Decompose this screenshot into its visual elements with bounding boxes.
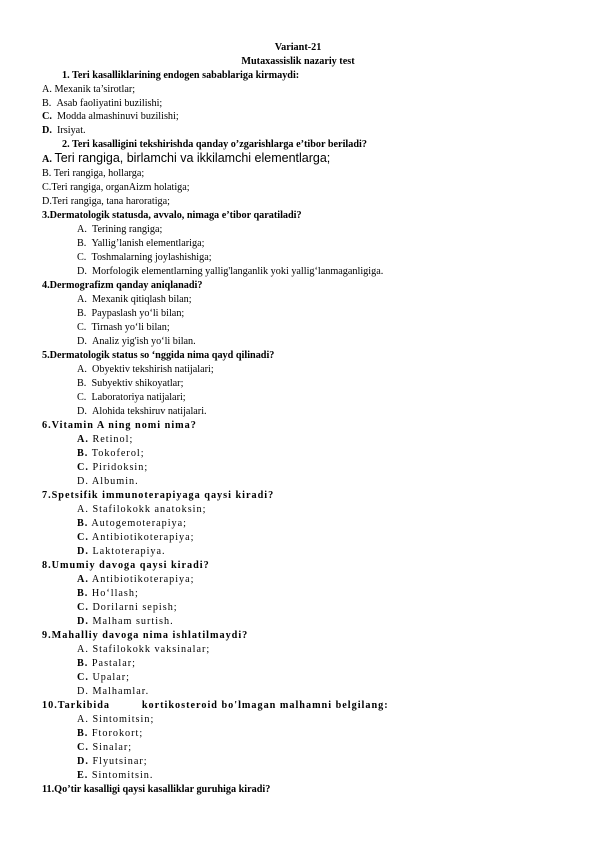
q7-option-a: A. Stafilokokk anatoksin; (77, 504, 207, 515)
q10-option-b: B. Ftorokort; (77, 728, 144, 739)
q8-option-a: A. Antibiotikoterapiya; (77, 574, 195, 585)
q2-option-d: D.Teri rangiga, tana haroratiga; (42, 196, 170, 207)
q4-option-d: D. Analiz yig'ish yo‘li bilan. (77, 336, 196, 347)
q6-option-b: B. Tokoferol; (77, 448, 145, 459)
question-2: 2. Teri kasalligini tekshirishda qanday o’zgarishlarga e’tibor beriladi? (62, 139, 367, 150)
test-subtitle: Mutaxassislik nazariy test (241, 56, 355, 67)
q3-option-b: B. Yallig’lanish elementlariga; (77, 238, 205, 249)
q3-option-c: C. Toshmalarning joylashishiga; (77, 252, 212, 263)
question-9: 9.Mahalliy davoga nima ishlatilmaydi? (42, 630, 249, 641)
question-5: 5.Dermatologik status so ‘nggida nima qayd qilinadi? (42, 350, 275, 361)
question-7: 7.Spetsifik immunoterapiyaga qaysi kiradi? (42, 490, 275, 501)
q9-option-d: D. Malhamlar. (77, 686, 150, 697)
q5-option-d: D. Alohida tekshiruv natijalari. (77, 406, 207, 417)
q7-option-b: B. Autogemoterapiya; (77, 518, 187, 529)
q8-option-b: B. Ho‘llash; (77, 588, 139, 599)
q10-option-d: D. Flyutsinar; (77, 756, 148, 767)
q9-option-c: C. Upalar; (77, 672, 131, 683)
q6-option-c: C. Piridoksin; (77, 462, 149, 473)
question-3: 3.Dermatologik statusda, avvalo, nimaga e’tibor qaratiladi? (42, 210, 302, 221)
q7-option-d: D. Laktoterapiya. (77, 546, 166, 557)
q2-option-b: B. Teri rangiga, hollarga; (42, 168, 145, 179)
q7-option-c: C. Antibiotikoterapiya; (77, 532, 195, 543)
question-4: 4.Dermografizm qanday aniqlanadi? (42, 280, 203, 291)
q9-option-a: A. Stafilokokk vaksinalar; (77, 644, 211, 655)
q4-option-a: A. Mexanik qitiqlash bilan; (77, 294, 192, 305)
q9-option-b: B. Pastalar; (77, 658, 136, 669)
q2-option-a: A. Teri rangiga, birlamchi va ikkilamchi elementlarga; (42, 151, 331, 165)
q1-option-b: B. Asab faoliyatini buzilishi; (42, 98, 163, 109)
q6-option-a: A. Retinol; (77, 434, 134, 445)
q4-option-b: B. Paypaslash yo‘li bilan; (77, 308, 185, 319)
question-10: 10.Tarkibida kortikosteroid bo'lmagan malhamni belgilang: (42, 700, 389, 711)
q8-option-d: D. Malham surtish. (77, 616, 174, 627)
q8-option-c: C. Dorilarni sepish; (77, 602, 178, 613)
q3-option-d: D. Morfologik elementlarning yallig'langanlik yoki yallig‘lanmaganligiga. (77, 266, 384, 277)
question-11: 11.Qo’tir kasalligi qaysi kasalliklar guruhiga kiradi? (42, 784, 271, 795)
question-1: 1. Teri kasalliklarining endogen sabablariga kirmaydi: (62, 70, 300, 81)
q1-option-c: C. Modda almashinuvi buzilishi; (42, 111, 179, 122)
question-8: 8.Umumiy davoga qaysi kiradi? (42, 560, 210, 571)
q4-option-c: C. Tirnash yo‘li bilan; (77, 322, 170, 333)
q10-option-e: E. Sintomitsin. (77, 770, 154, 781)
q2-option-c: C.Teri rangiga, organAizm holatiga; (42, 182, 190, 193)
variant-title: Variant-21 (274, 42, 322, 53)
question-6: 6.Vitamin A ning nomi nima? (42, 420, 197, 431)
q5-option-c: C. Laboratoriya natijalari; (77, 392, 186, 403)
q1-option-d: D. Irsiyat. (42, 125, 86, 136)
q10-option-a: A. Sintomitsin; (77, 714, 155, 725)
q5-option-a: A. Obyektiv tekshirish natijalari; (77, 364, 214, 375)
q1-option-a: A. Mexanik ta’sirotlar; (42, 84, 136, 95)
q5-option-b: B. Subyektiv shikoyatlar; (77, 378, 184, 389)
q10-option-c: C. Sinalar; (77, 742, 133, 753)
q3-option-a: A. Terining rangiga; (77, 224, 163, 235)
q6-option-d: D. Albumin. (77, 476, 139, 487)
